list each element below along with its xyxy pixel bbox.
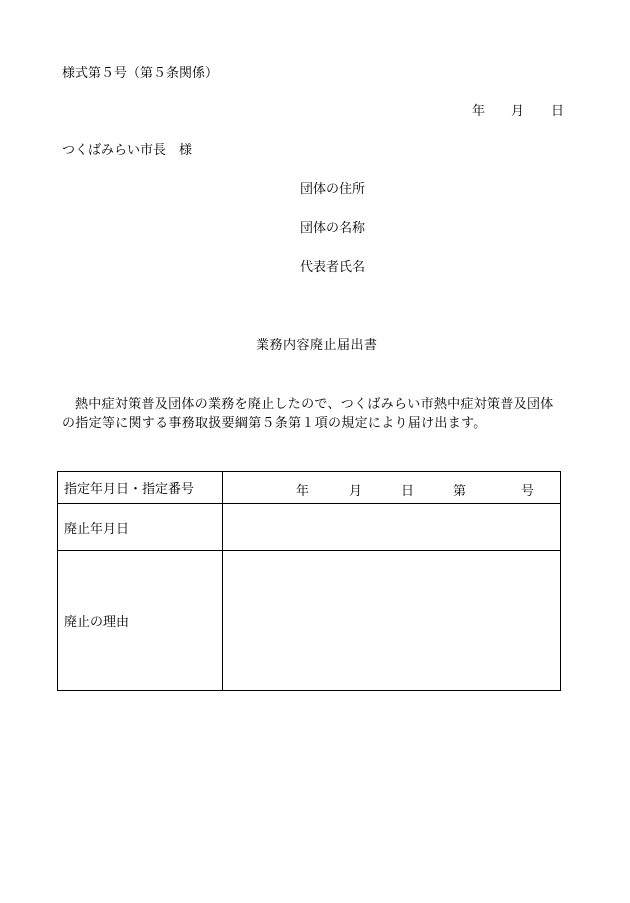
date-year-label: 年 bbox=[472, 104, 486, 119]
org-name-label: 団体の名称 bbox=[300, 221, 366, 236]
designation-go-label: 号 bbox=[521, 484, 535, 499]
addressee: つくばみらい市長 様 bbox=[62, 143, 193, 158]
table-row-abolition-reason bbox=[58, 551, 561, 691]
document-title: 業務内容廃止届出書 bbox=[256, 338, 378, 353]
date-day-label: 日 bbox=[551, 104, 565, 119]
date-month-label: 月 bbox=[511, 104, 525, 119]
form-number: 様式第５号（第５条関係） bbox=[62, 66, 219, 81]
info-table bbox=[57, 471, 561, 691]
designation-dai-label: 第 bbox=[453, 484, 467, 499]
org-address-label: 団体の住所 bbox=[300, 182, 366, 197]
designation-value bbox=[223, 472, 561, 504]
designation-month-label: 月 bbox=[349, 484, 363, 499]
abolition-date-value[interactable] bbox=[223, 504, 561, 551]
table-row-designation bbox=[58, 472, 561, 504]
representative-name-label: 代表者氏名 bbox=[300, 260, 366, 275]
body-text: 熱中症対策普及団体の業務を廃止したので、つくばみらい市熱中症対策普及団体の指定等に関する事務取扱要綱第５条第１項の規定により届け出ます。 bbox=[62, 397, 554, 431]
designation-day-label: 日 bbox=[401, 484, 415, 499]
designation-label: 指定年月日・指定番号 bbox=[58, 472, 223, 504]
abolition-reason-label: 廃止の理由 bbox=[58, 551, 223, 691]
table-row-abolition-date bbox=[58, 504, 561, 551]
abolition-date-label: 廃止年月日 bbox=[58, 504, 223, 551]
abolition-reason-value[interactable] bbox=[223, 551, 561, 691]
designation-year-label: 年 bbox=[296, 484, 310, 499]
